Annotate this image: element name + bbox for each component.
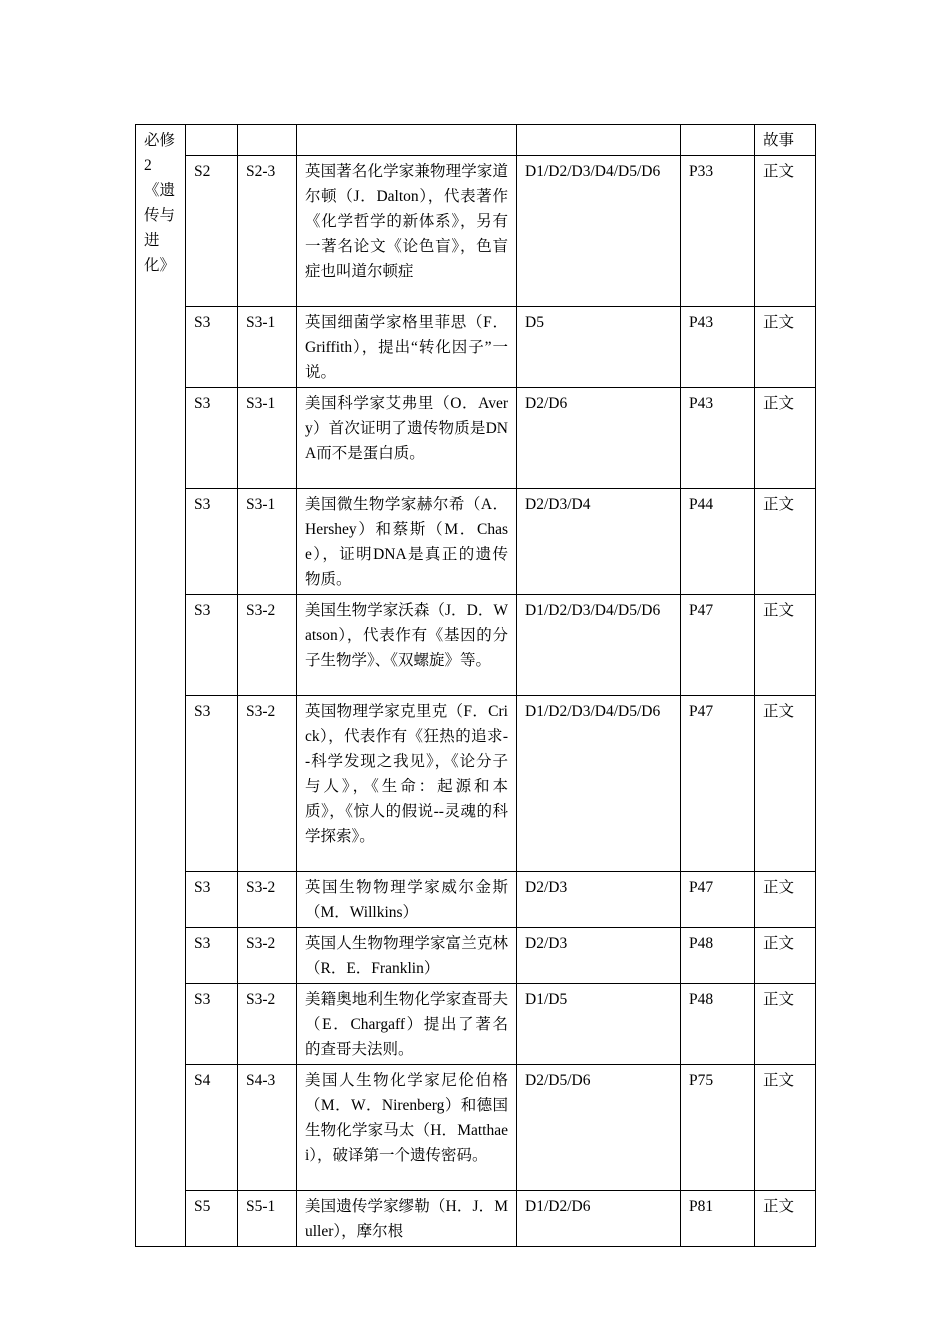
table-row [136, 1191, 816, 1247]
page-cell: P48 [681, 928, 755, 984]
table-row [136, 489, 816, 595]
section-cell: S3-1 [238, 489, 297, 595]
type-cell: 正文 [755, 156, 816, 307]
dims-cell: D2/D3/D4 [517, 489, 681, 595]
section-cell: S3-2 [238, 872, 297, 928]
type-cell: 正文 [755, 595, 816, 696]
table-row [136, 307, 816, 388]
section-cell: S4-3 [238, 1065, 297, 1191]
type-cell: 正文 [755, 307, 816, 388]
section-cell: S3-2 [238, 928, 297, 984]
module-cell: S5 [186, 1191, 238, 1247]
page-cell: P47 [681, 696, 755, 872]
scientists-table [135, 124, 816, 1247]
module-cell: S3 [186, 872, 238, 928]
section-cell: S3-1 [238, 388, 297, 489]
module-cell: S3 [186, 928, 238, 984]
dims-cell: D1/D2/D3/D4/D5/D6 [517, 156, 681, 307]
dims-cell: D2/D5/D6 [517, 1065, 681, 1191]
table-row [136, 984, 816, 1065]
type-cell: 正文 [755, 388, 816, 489]
table-row [136, 872, 816, 928]
dims-cell: D1/D2/D3/D4/D5/D6 [517, 696, 681, 872]
module-cell: S3 [186, 984, 238, 1065]
module-cell: S3 [186, 696, 238, 872]
table-row [136, 156, 816, 307]
table-row [136, 388, 816, 489]
description-cell: 美籍奥地利生物化学家查哥夫（E．Chargaff）提出了著名的查哥夫法则。 [297, 984, 517, 1065]
description-cell: 美国生物学家沃森（J．D．Watson），代表作有《基因的分子生物学》、《双螺旋》等。 [297, 595, 517, 696]
module-cell [186, 125, 238, 156]
module-cell: S4 [186, 1065, 238, 1191]
dims-cell: D1/D2/D3/D4/D5/D6 [517, 595, 681, 696]
type-cell: 故事 [755, 125, 816, 156]
description-cell: 美国人生物化学家尼伦伯格（M．W．Nirenberg）和德国生物化学家马太（H．Matthaei），破译第一个遗传密码。 [297, 1065, 517, 1191]
page-cell: P33 [681, 156, 755, 307]
description-cell [297, 125, 517, 156]
section-cell: S2-3 [238, 156, 297, 307]
dims-cell: D2/D3 [517, 928, 681, 984]
description-cell: 英国物理学家克里克（F．Crick），代表作有《狂热的追求--科学发现之我见》，《论分子与人》，《生命：起源和本质》，《惊人的假说--灵魂的科学探索》。 [297, 696, 517, 872]
dims-cell: D2/D6 [517, 388, 681, 489]
description-cell: 英国细菌学家格里菲思（F．Griffith），提出“转化因子”一说。 [297, 307, 517, 388]
section-cell: S5-1 [238, 1191, 297, 1247]
section-cell: S3-1 [238, 307, 297, 388]
page-cell: P43 [681, 307, 755, 388]
table-row [136, 595, 816, 696]
section-cell [238, 125, 297, 156]
table-row [136, 125, 816, 156]
page-cell: P81 [681, 1191, 755, 1247]
dims-cell: D2/D3 [517, 872, 681, 928]
section-cell: S3-2 [238, 696, 297, 872]
page-cell: P43 [681, 388, 755, 489]
module-cell: S3 [186, 489, 238, 595]
description-cell: 美国遗传学家缪勒（H．J．Muller），摩尔根 [297, 1191, 517, 1247]
module-cell: S2 [186, 156, 238, 307]
table-row [136, 928, 816, 984]
dims-cell: D1/D2/D6 [517, 1191, 681, 1247]
type-cell: 正文 [755, 928, 816, 984]
page-cell: P47 [681, 595, 755, 696]
dims-cell: D5 [517, 307, 681, 388]
description-cell: 英国著名化学家兼物理学家道尔顿（J．Dalton），代表著作《化学哲学的新体系》，另有一著名论文《论色盲》，色盲症也叫道尔顿症 [297, 156, 517, 307]
page-cell: P75 [681, 1065, 755, 1191]
section-cell: S3-2 [238, 984, 297, 1065]
description-cell: 美国微生物学家赫尔希（A． Hershey）和蔡斯（M．Chase），证明DNA是真正的遗传物质。 [297, 489, 517, 595]
type-cell: 正文 [755, 1065, 816, 1191]
course-cell: 必修2《遗传与进化》 [136, 125, 186, 1247]
description-cell: 英国人生物物理学家富兰克林（R．E．Franklin） [297, 928, 517, 984]
type-cell: 正文 [755, 1191, 816, 1247]
dims-cell: D1/D5 [517, 984, 681, 1065]
module-cell: S3 [186, 388, 238, 489]
section-cell: S3-2 [238, 595, 297, 696]
module-cell: S3 [186, 307, 238, 388]
type-cell: 正文 [755, 872, 816, 928]
table-row [136, 1065, 816, 1191]
description-cell: 英国生物物理学家威尔金斯（M．Willkins） [297, 872, 517, 928]
type-cell: 正文 [755, 489, 816, 595]
module-cell: S3 [186, 595, 238, 696]
type-cell: 正文 [755, 984, 816, 1065]
page-cell: P47 [681, 872, 755, 928]
dims-cell [517, 125, 681, 156]
page-cell [681, 125, 755, 156]
page-cell: P48 [681, 984, 755, 1065]
description-cell: 美国科学家艾弗里（O．Avery）首次证明了遗传物质是DNA而不是蛋白质。 [297, 388, 517, 489]
type-cell: 正文 [755, 696, 816, 872]
table-row [136, 696, 816, 872]
page-cell: P44 [681, 489, 755, 595]
